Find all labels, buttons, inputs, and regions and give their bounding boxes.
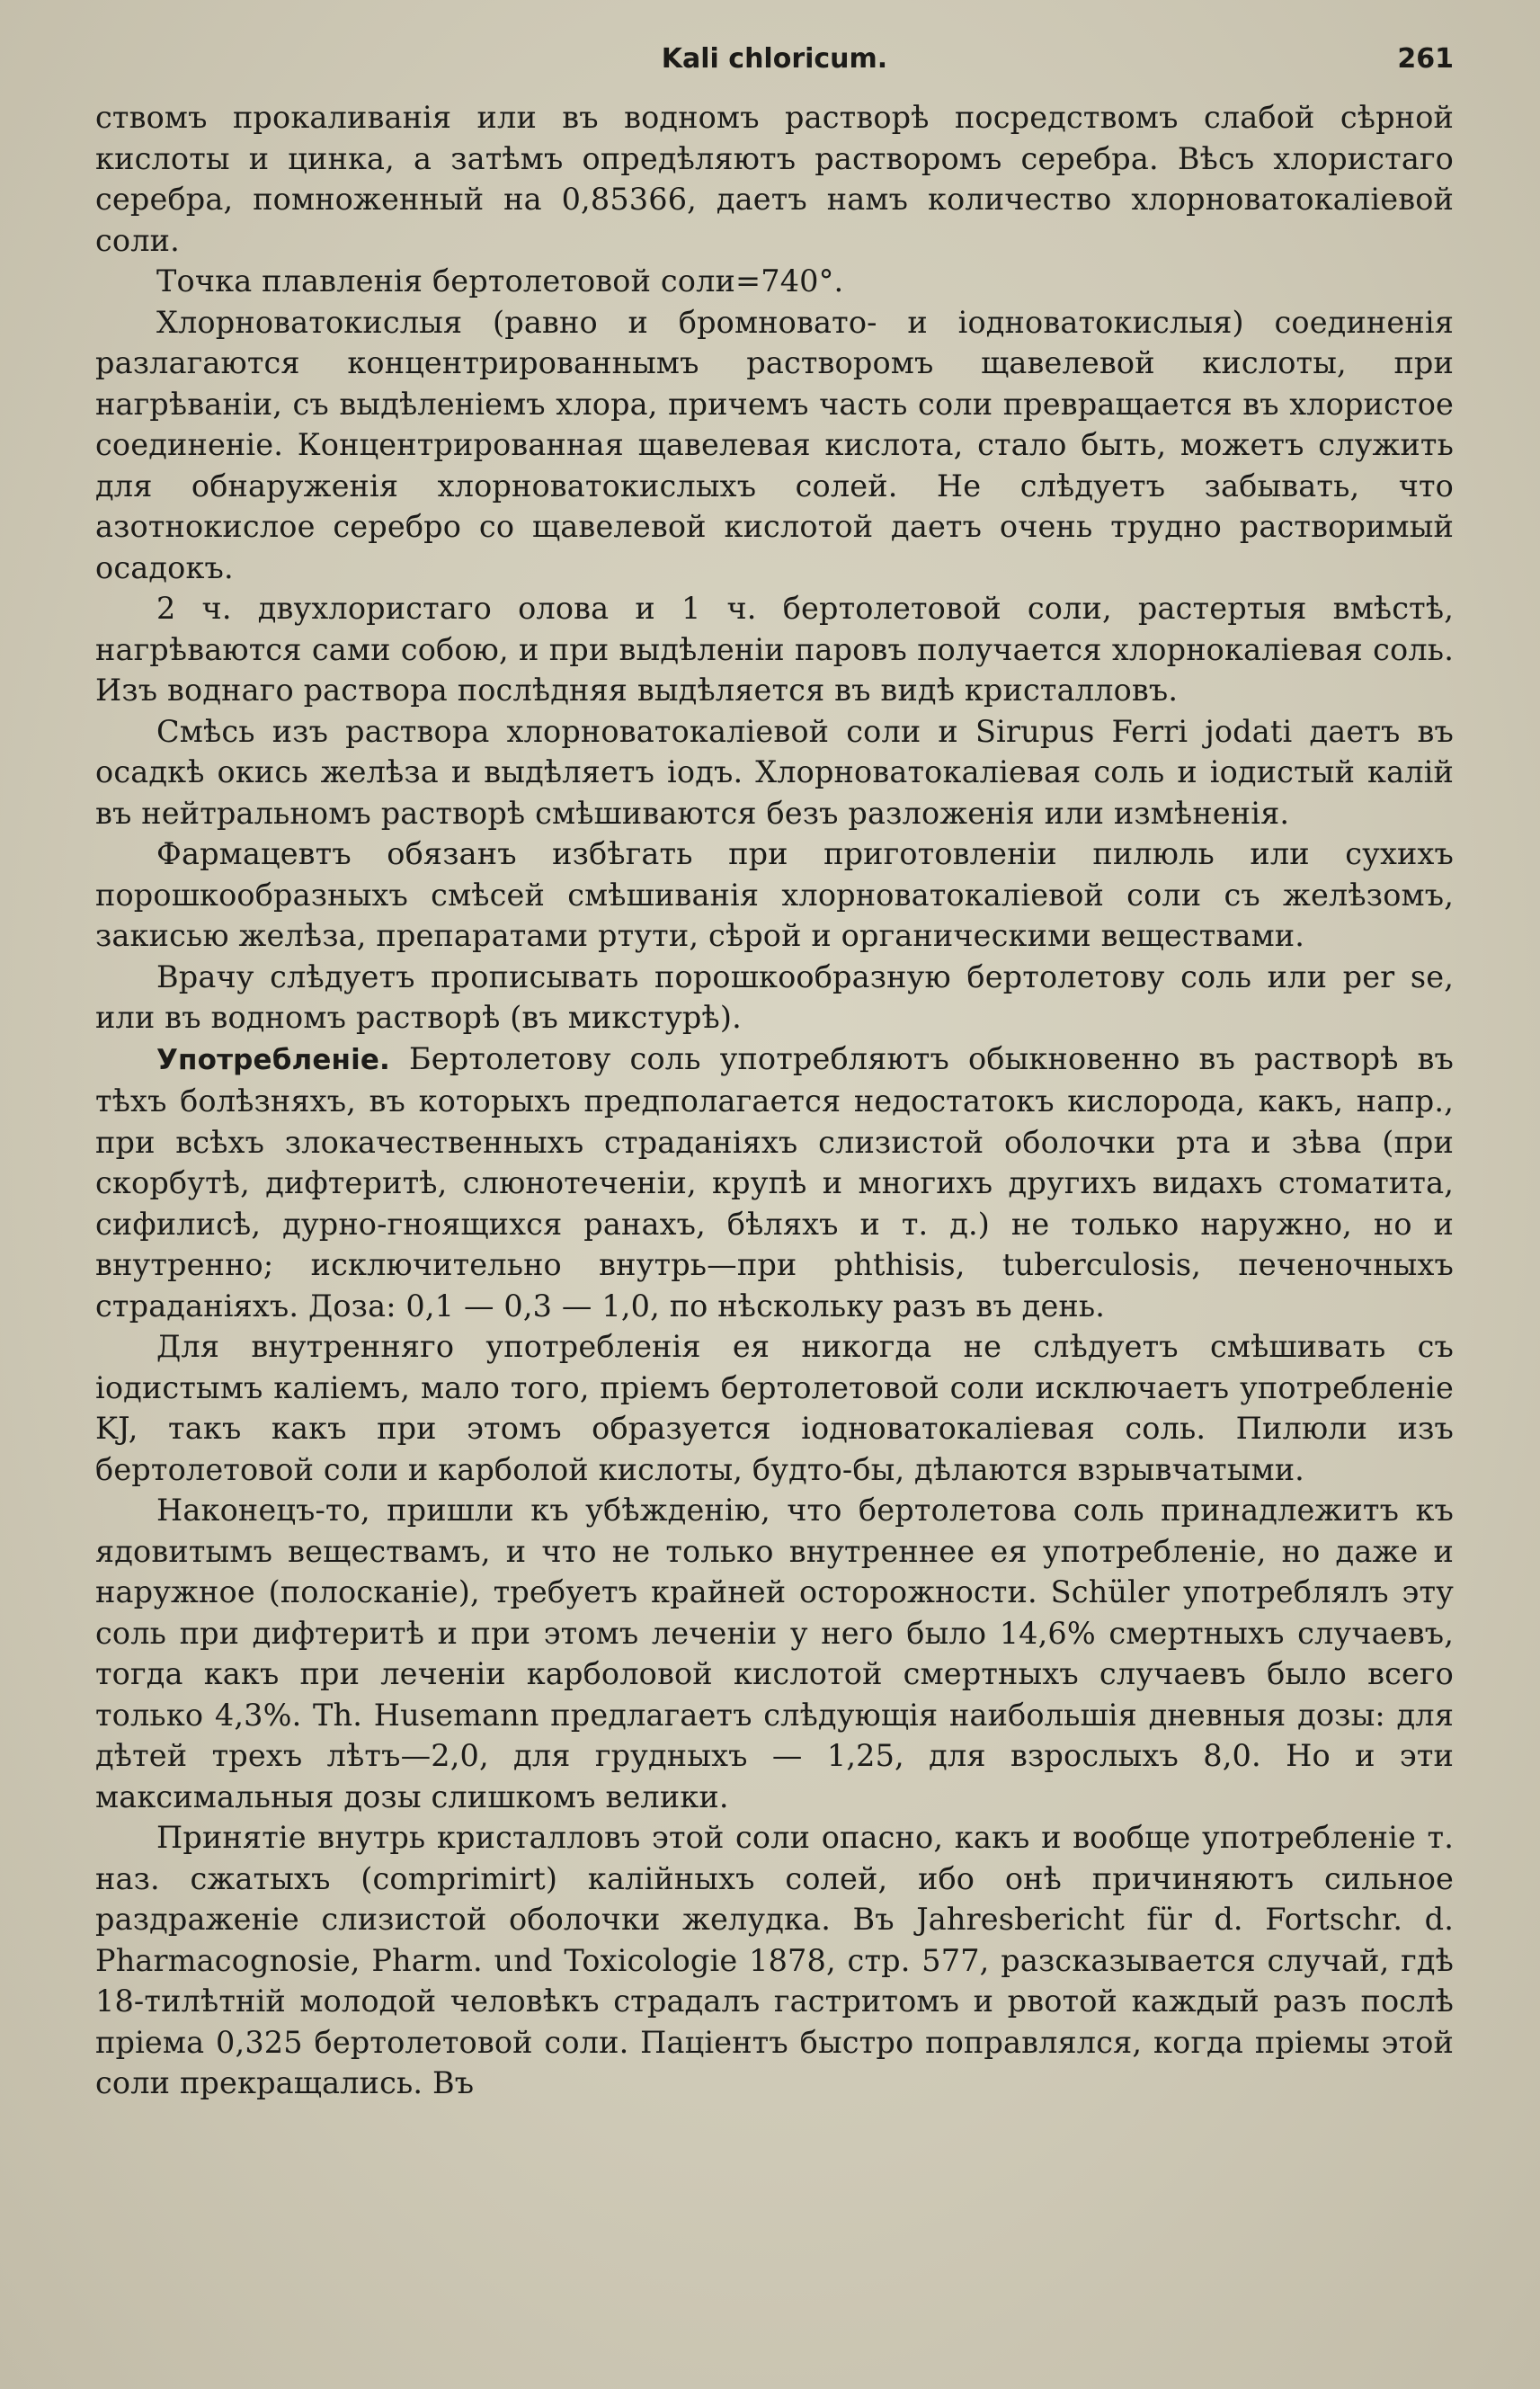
paragraph-oxalic-acid-reaction: Хлорноватокислыя (равно и бромновато- и іодноватокислыя) соединенія разлагаются концентрированнымъ растворомъ щавелевой кислоты, при нагрѣваніи, съ выдѣленіемъ хлора, причемъ часть соли превращается въ хлористое соединеніе. Концентрированная щавелевая кислота, стало быть, можетъ служить для обнаруженія хлорноватокислыхъ солей. Не слѣдуетъ забывать, что азотнокислое серебро со щавелевой кислотой даетъ очень трудно растворимый осадокъ. <box>95 304 1454 585</box>
running-head <box>95 43 1454 85</box>
paragraph-tin-chloride-reaction: 2 ч. двухлористаго олова и 1 ч. бертолетовой соли, растертыя вмѣстѣ, нагрѣваются сами собою, и при выдѣленіи паровъ получается хлорнокаліевая соль. Изъ воднаго раствора послѣдняя выдѣляется въ видѣ кристалловъ. <box>95 591 1454 708</box>
page-number: 261 <box>1397 43 1454 75</box>
paragraph-toxicity: Наконецъ-то, пришли къ убѣжденію, что бертолетова соль принадлежитъ къ ядовитымъ веществамъ, и что не только внутреннее ея употребленіе, но даже и наружное (полосканіе), требуетъ крайней осторожности. Schüler употреблялъ эту соль при дифтеритѣ и при этомъ леченіи у него было 14,6% смертныхъ случаевъ, тогда какъ при леченіи карболовой кислотой смертныхъ случаевъ было всего только 4,3%. Th. Husemann предлагаетъ слѣдующія наибольшія дневныя дозы: для дѣтей трехъ лѣтъ—2,0, для грудныхъ — 1,25, для взрослыхъ 8,0. Но и эти максимальныя дозы слишкомъ велики. <box>95 1493 1454 1814</box>
usage-heading: Употребленіе. <box>156 1043 390 1076</box>
paragraph-crystals-danger: Принятіе внутрь кристалловъ этой соли опасно, какъ и вообще употребленіе т. наз. сжатыхъ (comprimirt) калійныхъ солей, ибо онѣ причиняютъ сильное раздраженіе слизистой оболочки желудка. Въ Jahresbericht für d. Fortschr. d. Pharmacognosie, Pharm. und Toxicologie 1878, стр. 577, разсказывается случай, гдѣ 18-тилѣтній молодой человѣкъ страдалъ гастритомъ и рвотой каждый разъ послѣ пріема 0,325 бертолетовой соли. Паціентъ быстро поправлялся, когда пріемы этой соли прекращались. Въ <box>95 1820 1454 2100</box>
body-text <box>95 97 1454 2104</box>
paragraph-prescription: Врачу слѣдуетъ прописывать порошкообразную бертолетову соль или per se, или въ водномъ растворѣ (въ микстурѣ). <box>95 958 1454 1035</box>
paragraph-usage <box>95 1039 1454 1327</box>
running-title: Kali chloricum. <box>661 43 888 75</box>
usage-text: Бертолетову соль употребляютъ обыкновенно въ растворѣ въ тѣхъ болѣзняхъ, въ которыхъ предполагается недостатокъ кислорода, какъ, напр., при всѣхъ злокачественныхъ страданіяхъ слизистой оболочки рта и зѣва (при скорбутѣ, дифтеритѣ, слюнотеченіи, крупѣ и многихъ другихъ видахъ стоматита, сифилисѣ, дурно-гноящихся ранахъ, бѣляхъ и т. д.) не только наружно, но и внутренно; исключительно внутрь—при phthisis, tuberculosis, печеночныхъ страданіяхъ. Доза: 0,1 — 0,3 — 1,0, по нѣскольку разъ въ день. <box>95 1040 1454 1324</box>
paragraph-continued: ствомъ прокаливанія или въ водномъ растворѣ посредствомъ слабой сѣрной кислоты и цинка, а затѣмъ опредѣляютъ растворомъ серебра. Вѣсъ хлористаго серебра, помноженный на 0,85366, даетъ намъ количество хлорноватокаліевой соли. <box>95 100 1454 258</box>
paragraph-pharmacist-warning: Фармацевтъ обязанъ избѣгать при приготовленіи пилюль или сухихъ порошкообразныхъ смѣсей смѣшиванія хлорноватокаліевой соли съ желѣзомъ, закисью желѣза, препаратами ртути, сѣрой и органическими веществами. <box>95 836 1454 953</box>
paragraph-internal-use: Для внутренняго употребленія ея никогда не слѣдуетъ смѣшивать съ іодистымъ каліемъ, мало того, пріемъ бертолетовой соли исключаетъ употребленіе KJ, такъ какъ при этомъ образуется іодноватокаліевая соль. Пилюли изъ бертолетовой соли и карболой кислоты, будто-бы, дѣлаются взрывчатыми. <box>95 1329 1454 1487</box>
paragraph-sirupus-ferri-jodati: Смѣсь изъ раствора хлорноватокаліевой соли и Sirupus Ferri jodati даетъ въ осадкѣ окись желѣза и выдѣляетъ іодъ. Хлорноватокаліевая соль и іодистый калій въ нейтральномъ растворѣ смѣшиваются безъ разложенія или измѣненія. <box>95 713 1454 831</box>
paragraph-melting-point: Точка плавленія бертолетовой соли=740°. <box>156 263 844 299</box>
